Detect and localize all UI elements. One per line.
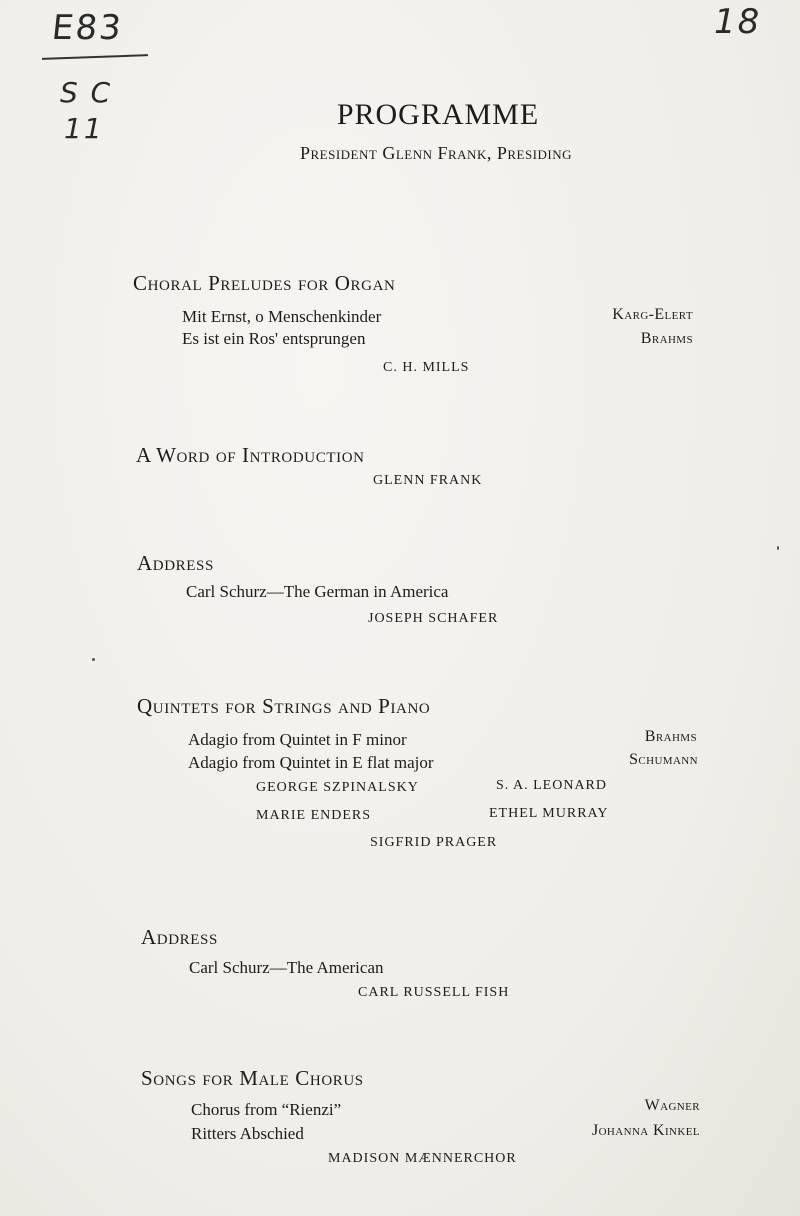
performer-name: ETHEL MURRAY	[489, 806, 609, 821]
performer-name: GEORGE SZPINALSKY	[256, 780, 419, 795]
page-subtitle: President Glenn Frank, Presiding	[299, 143, 573, 163]
paper-speck	[777, 546, 779, 550]
handwritten-underline	[42, 54, 148, 60]
piece-title: Adagio from Quintet in E flat major	[188, 753, 434, 772]
piece-title: Ritters Abschied	[191, 1124, 304, 1143]
handwritten-page-number: 18	[714, 2, 762, 42]
section-heading-male-chorus: Songs for Male Chorus	[141, 1066, 364, 1090]
piece-title: Carl Schurz—The German in America	[186, 582, 449, 601]
performer-name: S. A. LEONARD	[496, 778, 608, 793]
section-heading-choral-preludes: Choral Preludes for Organ	[133, 271, 396, 295]
section-heading-address: Address	[141, 925, 218, 949]
performer-name: MARIE ENDERS	[256, 808, 372, 823]
performer-name: JOSEPH SCHAFER	[368, 611, 499, 626]
handwritten-note-11: 11	[64, 112, 104, 145]
section-heading-introduction: A Word of Introduction	[136, 443, 365, 467]
section-heading-address: Address	[137, 551, 214, 575]
piece-composer: Schumann	[629, 751, 698, 768]
handwritten-note-sc: S C	[60, 76, 113, 109]
piece-composer: Brahms	[644, 728, 697, 745]
paper-speck	[92, 658, 95, 661]
piece-composer: Brahms	[640, 330, 693, 347]
performer-name: SIGFRID PRAGER	[370, 835, 498, 850]
piece-composer: Wagner	[644, 1097, 700, 1114]
piece-title: Adagio from Quintet in F minor	[188, 730, 407, 749]
piece-title: Mit Ernst, o Menschenkinder	[182, 307, 382, 326]
piece-title: Carl Schurz—The American	[189, 958, 384, 977]
piece-title: Es ist ein Ros' entsprungen	[182, 329, 366, 348]
piece-title: Chorus from “Rienzi”	[191, 1100, 342, 1119]
page-title: PROGRAMME	[336, 98, 540, 131]
performer-name: C. H. MILLS	[383, 360, 470, 375]
handwritten-code: E83	[49, 8, 125, 48]
piece-composer: Johanna Kinkel	[591, 1122, 700, 1139]
section-heading-quintets: Quintets for Strings and Piano	[137, 694, 431, 718]
performer-name: MADISON MÆNNERCHOR	[328, 1151, 517, 1166]
performer-name: GLENN FRANK	[373, 473, 483, 488]
piece-composer: Karg-Elert	[612, 306, 693, 323]
performer-name: CARL RUSSELL FISH	[358, 985, 510, 1000]
